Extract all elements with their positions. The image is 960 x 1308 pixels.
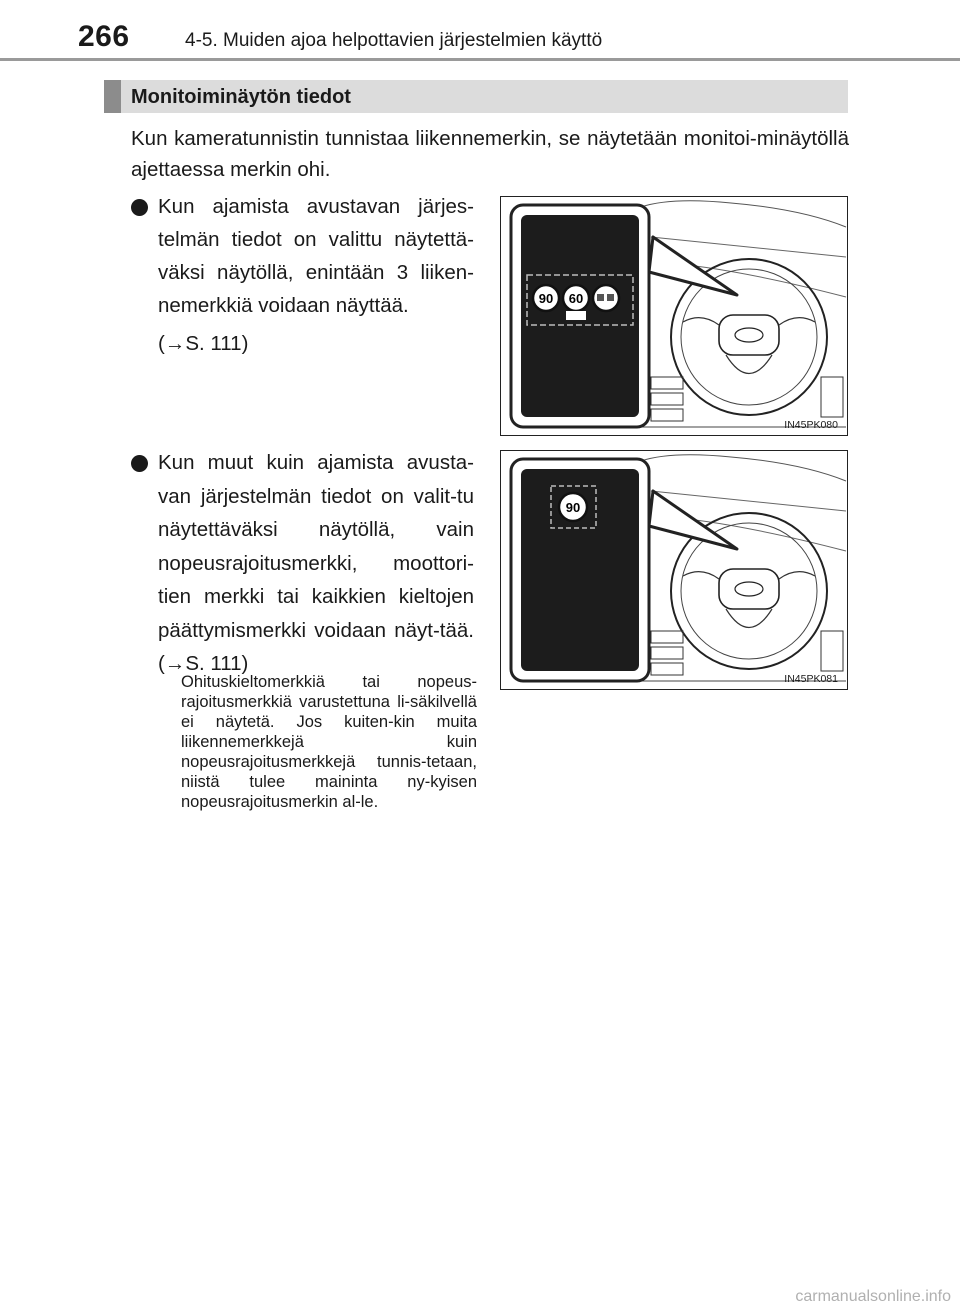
page-header — [0, 0, 960, 60]
header-divider — [0, 58, 960, 61]
figure-display-single-sign — [500, 450, 848, 690]
page-reference-1: (→S. 111) — [158, 332, 249, 355]
sign-value-label: 60 — [568, 291, 584, 306]
bullet-body-2: Kun muut kuin ajamista avusta-van järjestelmän tiedot on valit-tu näytettäväksi näytöllä, vain nopeusrajoitusmerkki, moottori-tien merkki tai kaikkien kieltojen päättymismerkki voidaan näyt-tää. ( — [158, 451, 474, 675]
right-arrow-icon: → — [164, 652, 186, 675]
note-paragraph: Ohituskieltomerkkiä tai nopeus-rajoitusmerkkiä varustettuna li-säkilvellä ei näytetä. Jos kuiten-kin muita liikennemerkkejä kuin nopeusrajoitusmerkkejä tunnis-tetaan, niistä tulee maininta ny-kyisen nopeusrajoitusmerkin al-le. — [181, 673, 477, 811]
sign-value-label: 90 — [538, 291, 554, 306]
figure-code: IN45PK080 — [784, 419, 838, 431]
sign-value-label: 90 — [565, 500, 581, 515]
footer-watermark: carmanualsonline.info — [795, 1288, 951, 1305]
dashboard-illustration — [501, 197, 848, 436]
reference-label-2: S. 111) — [185, 652, 249, 675]
bullet-text-1 — [158, 190, 474, 360]
figure-code: IN45PK081 — [784, 673, 838, 685]
bullet-text-2 — [158, 446, 474, 681]
reference-label-1: S. 111 — [185, 332, 242, 355]
section-title: Monitoiminäytön tiedot — [131, 86, 351, 108]
bullet-body-1: Kun ajamista avustavan järjes-telmän tiedot on valittu näytettä-väksi näytöllä, enintään 3 liiken-nemerkkiä voidaan näyttää. — [158, 195, 474, 317]
section-accent — [104, 80, 121, 113]
figure-display-three-signs — [500, 196, 848, 436]
bullet-dot-icon — [131, 455, 148, 472]
chapter-title: 4-5. Muiden ajoa helpottavien järjestelmien käyttö — [185, 30, 603, 51]
intro-paragraph: Kun kameratunnistin tunnistaa liikennemerkin, se näytetään monitoi-minäytöllä ajettaessa merkin ohi. — [131, 127, 849, 181]
dashboard-illustration — [501, 451, 848, 690]
right-arrow-icon: → — [164, 332, 186, 355]
page-number: 266 — [78, 20, 130, 53]
bullet-dot-icon — [131, 199, 148, 216]
